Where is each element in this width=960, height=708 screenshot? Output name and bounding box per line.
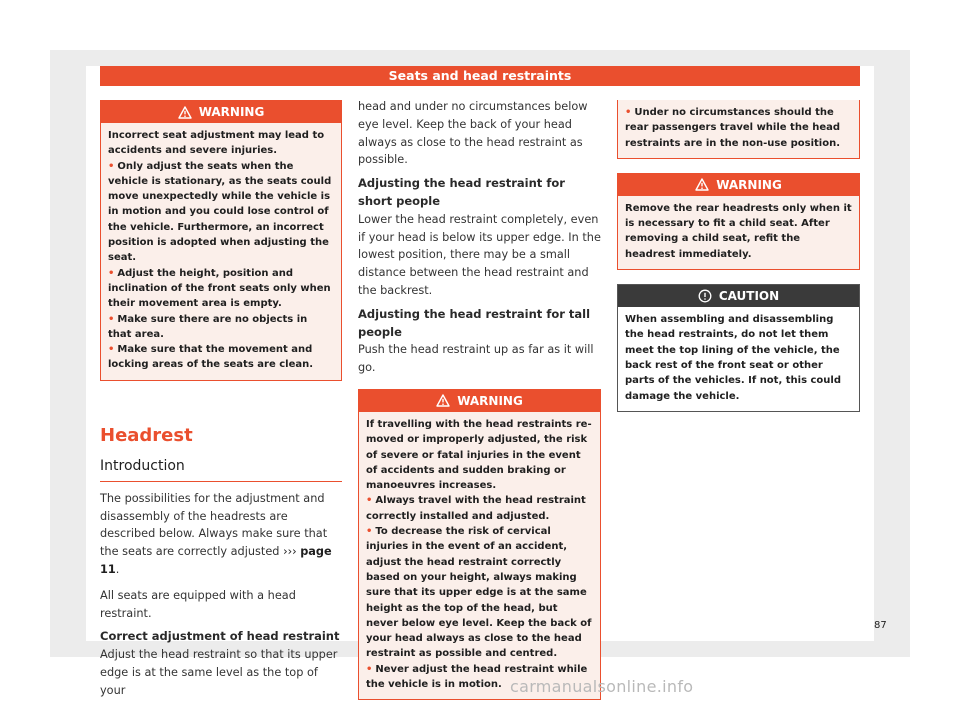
bullet-dot-icon: • xyxy=(108,344,115,356)
subheading: Correct adjustment of head restraint xyxy=(100,629,340,644)
paragraph: All seats are equipped with a head restraint. xyxy=(100,588,296,620)
warning-triangle-icon xyxy=(695,178,709,191)
warning-bullet: • Always travel with the head restraint correctly installed and adjusted. xyxy=(366,495,586,522)
watermark: carmanualsonline.info xyxy=(510,677,694,696)
link-arrows-icon: ››› xyxy=(283,545,297,559)
warning-intro: If travelling with the head restraints removed or improperly adjusted, the risk of severe or fatal injuries in the event of accidents and sudden braking or manoeuvres increases. xyxy=(366,418,592,492)
warning-box xyxy=(358,389,601,700)
caution-body xyxy=(618,307,859,411)
warning-bullet: • Only adjust the seats when the vehicle is stationary, as the seats could move unexpectedly while the vehicle is in motion and you could lose control of the vehicle. Furthermore, an incorrect position is adopted when adjusting the seat. xyxy=(108,160,332,264)
column-1 xyxy=(100,100,342,700)
warning-box-header xyxy=(359,390,600,412)
section-title: Headrest xyxy=(100,424,193,446)
caution-box-header xyxy=(618,285,859,307)
warning-bullet: • Under no circumstances should the rear passengers travel while the head restraints are in the non-use position. xyxy=(625,107,841,149)
bullet-dot-icon: • xyxy=(366,526,373,538)
warning-bullet: • Never adjust the head restraint while the vehicle is in motion. xyxy=(366,663,588,690)
intro-paragraph: The possibilities for the adjustment and disassembly of the headrests are described below. Always make sure that the seats are correctly adjusted ››› page 11. xyxy=(100,491,332,576)
paragraph: head and under no circumstances below eye level. Keep the back of your head always as close to the head restraint as possible. xyxy=(358,100,588,167)
caution-box xyxy=(617,284,860,412)
warning-bullet: • To decrease the risk of cervical injuries in the event of an accident, adjust the head restraint correctly based on your height, always making sure that its upper edge is at the same height as the top of the head, but never below eye level. Keep the back of your head always as close to the head restraint as possible and centred. xyxy=(366,526,592,660)
warning-triangle-icon xyxy=(178,106,192,119)
bullet-dot-icon: • xyxy=(108,160,115,172)
column-3 xyxy=(617,100,860,412)
subheading: Adjusting the head restraint for short people xyxy=(358,176,565,208)
warning-continuation-box xyxy=(617,100,860,159)
warning-box-header xyxy=(101,101,341,123)
info-circle-icon xyxy=(698,289,712,303)
bullet-dot-icon: • xyxy=(366,495,373,507)
warning-box-header xyxy=(618,174,859,196)
warning-intro: Incorrect seat adjustment may lead to accidents and severe injuries. xyxy=(108,130,325,157)
caution-heading: CAUTION xyxy=(718,289,780,304)
warning-body xyxy=(359,412,600,699)
bullet-dot-icon: • xyxy=(108,313,115,325)
warning-body xyxy=(618,100,859,158)
subheading: Adjusting the head restraint for tall people xyxy=(358,306,591,339)
warning-bullet: • Make sure there are no objects in that area. xyxy=(108,313,308,340)
bullet-dot-icon: • xyxy=(366,663,373,675)
paragraph: Adjust the head restraint so that its upper edge is at the same level as the top of your xyxy=(100,648,338,697)
warning-triangle-icon xyxy=(436,394,450,407)
warning-heading: WARNING xyxy=(716,177,782,192)
page-number: 87 xyxy=(874,620,887,631)
subsection-title: Introduction xyxy=(100,458,342,482)
page-header: Seats and head restraints xyxy=(100,66,860,86)
warning-bullet: • Make sure that the movement and locking areas of the seats are clean. xyxy=(108,344,314,371)
warning-box xyxy=(100,100,342,381)
column-2 xyxy=(358,100,601,700)
warning-heading: WARNING xyxy=(198,105,265,119)
warning-box xyxy=(617,173,860,270)
warning-heading: WARNING xyxy=(457,393,523,408)
warning-text: Remove the rear headrests only when it is necessary to fit a child seat. After removing a child seat, refit the headrest immediately. xyxy=(625,202,852,260)
paragraph: Push the head restraint up as far as it will go. xyxy=(358,343,594,375)
paragraph: Lower the head restraint completely, even if your head is below its upper edge. In the lowest position, there may be a small distance between the head restraint and the backrest. xyxy=(358,212,601,297)
caution-text: When assembling and disassembling the head restraints, do not let them meet the top lining of the vehicle, the back rest of the front seat or other parts of the vehicles. If not, this could damage the vehicle. xyxy=(625,314,842,402)
warning-body xyxy=(618,196,859,269)
warning-bullet: • Adjust the height, position and inclination of the front seats only when their movement area is empty. xyxy=(108,267,331,310)
warning-body xyxy=(101,123,341,380)
bullet-dot-icon: • xyxy=(625,107,632,118)
page-link[interactable]: page 11 xyxy=(100,545,332,576)
bullet-dot-icon: • xyxy=(108,267,115,279)
